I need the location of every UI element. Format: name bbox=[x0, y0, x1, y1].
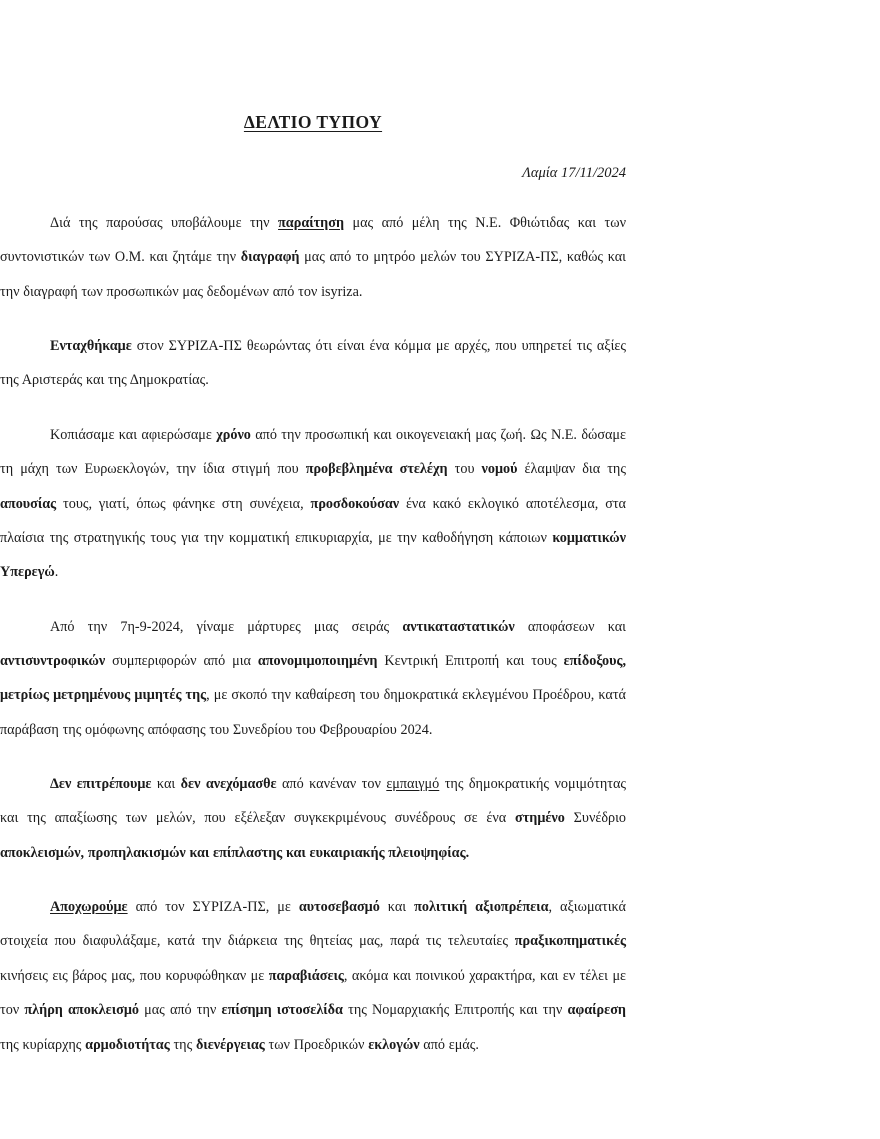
bold-run: δεν ανεχόμασθε bbox=[180, 776, 277, 793]
text-run: από εμάς. bbox=[419, 1036, 479, 1053]
paragraph bbox=[0, 890, 626, 1062]
text-run: της δημοκρατικής νομιμότητας και της απαξίωσης των μελών, που εξέλεξαν συγκεκριμένους συνέδρους σε ένα bbox=[0, 776, 626, 827]
text-run: από τον ΣΥΡΙΖΑ-ΠΣ, με bbox=[127, 899, 299, 916]
text-run: Διά της παρούσας υποβάλουμε την bbox=[50, 215, 279, 231]
page-title bbox=[0, 112, 626, 133]
paragraph bbox=[0, 329, 626, 398]
bold-run: νομού bbox=[481, 461, 518, 478]
bold-run: κομματικών Υπερεγώ bbox=[0, 529, 626, 581]
text-run: τους, γιατί, όπως φάνηκε στη συνέχεια, bbox=[56, 495, 311, 512]
text-run: μας από την bbox=[138, 1002, 222, 1019]
text-run: και bbox=[151, 776, 181, 793]
bold-run: στημένο bbox=[515, 810, 565, 827]
bold-run: επίσημη ιστοσελίδα bbox=[221, 1002, 343, 1019]
text-run: Κεντρική Επιτροπή και τους bbox=[377, 652, 564, 669]
dateline: Λαμία 17/11/2024 bbox=[522, 165, 626, 181]
paragraph bbox=[0, 418, 626, 590]
bold-run: παραβιάσεις bbox=[268, 967, 344, 984]
text-run: κινήσεις εις βάρος μας, που κορυφώθηκαν με bbox=[0, 967, 269, 984]
paragraph bbox=[0, 610, 626, 747]
text-run: αποφάσεων και bbox=[514, 618, 626, 635]
bold-run: αποκλεισμών, προπηλακισμών και επίπλαστης και ευκαιριακής πλειοψηφίας. bbox=[0, 844, 470, 861]
bold-run: πολιτική αξιοπρέπεια bbox=[414, 899, 549, 916]
text-run: συμπεριφορών από μια bbox=[105, 652, 258, 669]
text-run: Από την 7η-9-2024, γίναμε μάρτυρες μιας σειράς bbox=[50, 618, 403, 635]
text-run: από την προσωπική και οικογενειακή μας ζωή. Ως Ν.Ε. δώσαμε τη μάχη των Ευρωεκλογών, την ίδια στιγμή που bbox=[0, 426, 626, 478]
text-run: ένα κακό εκλογικό αποτέλεσμα, στα πλαίσια της στρατηγικής τους για την κομματική επικυριαρχία, με την καθοδήγηση κάποιων bbox=[0, 495, 626, 546]
text-run: μας από μέλη της Ν.Ε. Φθιώτιδας και των συντονιστικών των Ο.Μ. και ζητάμε την bbox=[0, 215, 626, 266]
text-run: μας από το μητρόο μελών του ΣΥΡΙΖΑ-ΠΣ, καθώς και την διαγραφή των προσωπικών μας δεδομένων από τον isyriza. bbox=[0, 249, 626, 300]
text-run: από κανέναν τον bbox=[276, 776, 387, 793]
bold-run: προσδοκούσαν bbox=[310, 495, 400, 512]
text-run: . bbox=[54, 564, 59, 581]
text-run: , ακόμα και ποινικού χαρακτήρα, και εν τέλει με τον bbox=[0, 967, 627, 1019]
bold-run: αντικαταστατικών bbox=[402, 618, 515, 635]
bold-run: χρόνο bbox=[216, 426, 251, 443]
bold-run: απονομιμοποιημένη bbox=[257, 652, 378, 669]
bold-run: πραξικοπηματικές bbox=[514, 933, 626, 950]
bold-run: αυτοσεβασμό bbox=[298, 899, 380, 916]
text-run: της κυρίαρχης bbox=[0, 1036, 86, 1053]
bold-run: Ενταχθήκαμε bbox=[50, 338, 132, 355]
bold-underline-run: Αποχωρούμε bbox=[50, 899, 128, 916]
bold-run: Δεν επιτρέπουμε bbox=[50, 776, 152, 793]
underline-run: εμπαιγμό bbox=[386, 776, 440, 793]
text-run: στον ΣΥΡΙΖΑ-ΠΣ θεωρώντας ότι είναι ένα κόμμα με αρχές, που υπηρετεί τις αξίες της Αριστεράς και της Δημοκρατίας. bbox=[0, 338, 626, 389]
text-run: , αξιωματικά στοιχεία που διαφυλάξαμε, κατά την διάρκεια της θητείας μας, παρά τις τελευταίες bbox=[0, 899, 626, 950]
document-body bbox=[0, 206, 626, 1062]
bold-run: αντισυντροφικών bbox=[0, 652, 106, 669]
text-run: της Νομαρχιακής Επιτροπής και την bbox=[342, 1002, 568, 1019]
text-run: των Προεδρικών bbox=[264, 1036, 369, 1053]
paragraph bbox=[0, 767, 626, 870]
bold-run: πλήρη αποκλεισμό bbox=[24, 1002, 139, 1019]
text-run: έλαμψαν δια της bbox=[517, 461, 626, 478]
bold-run: εκλογών bbox=[368, 1036, 420, 1053]
text-run: του bbox=[447, 461, 482, 478]
bold-run: επίδοξους, μετρίως μετρημένους μιμητές της bbox=[0, 652, 626, 704]
text-run: και bbox=[379, 899, 415, 916]
page-title-text: ΔΕΛΤΙΟ ΤΥΠΟΥ bbox=[243, 112, 383, 132]
bold-run: διαγραφή bbox=[240, 249, 300, 266]
text-run: Συνέδριο bbox=[564, 810, 626, 827]
bold-run: αφαίρεση bbox=[567, 1002, 626, 1019]
bold-run: διενέργειας bbox=[195, 1036, 265, 1053]
paragraph bbox=[0, 206, 626, 309]
text-run: , με σκοπό την καθαίρεση του δημοκρατικά εκλεγμένου Προέδρου, κατά παράβαση της ομόφωνης απόφασης του Συνεδρίου του Φεβρουαρίου 2024. bbox=[0, 687, 626, 738]
bold-run: απουσίας bbox=[0, 495, 57, 512]
bold-underline-run: παραίτηση bbox=[278, 215, 345, 231]
bold-run: προβεβλημένα στελέχη bbox=[305, 461, 448, 478]
text-run: Κοπιάσαμε και αφιερώσαμε bbox=[50, 426, 217, 443]
bold-run: αρμοδιοτήτας bbox=[85, 1036, 170, 1053]
text-run: της bbox=[169, 1036, 196, 1053]
